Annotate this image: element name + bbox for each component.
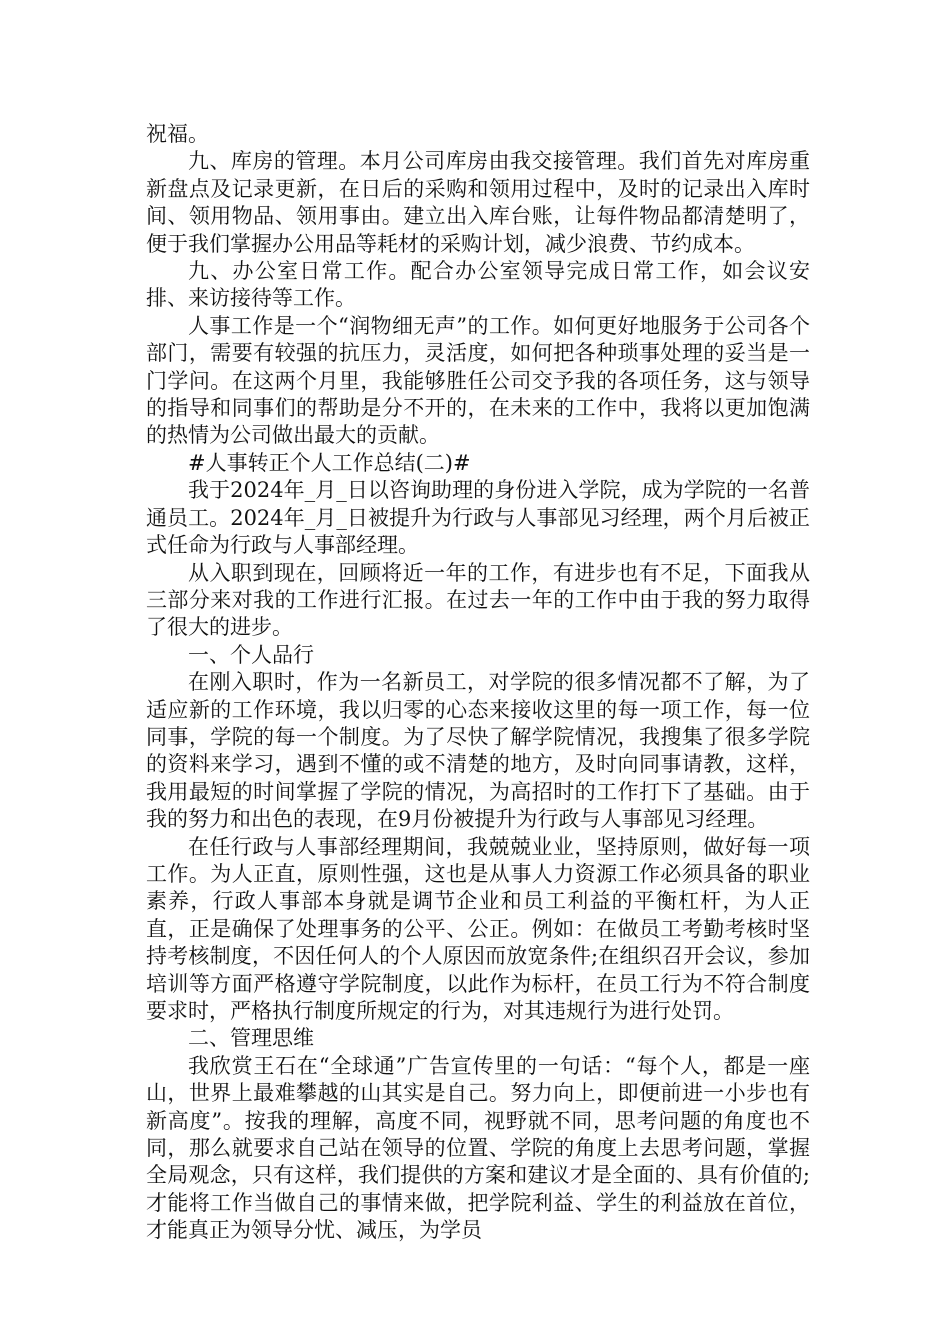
heading-management-thinking: 二、管理思维	[188, 1026, 314, 1051]
paragraph-review-intro: 从入职到现在，回顾将近一年的工作，有进步也有不足，下面我从三部分来对我的工作进行汇报。在过去一年的工作中由于我的努力取得了很大的进步。	[146, 560, 810, 640]
section-title-hr-summary-two: #人事转正个人工作总结(二)#	[188, 450, 471, 475]
paragraph-new-employee: 在刚入职时，作为一名新员工，对学院的很多情况都不了解，为了适应新的工作环境，我以归零的心态来接收这里的每一项工作，每一位同事，学院的每一个制度。为了尽快了解学院情况，我搜集了很多学院的资料来学习，遇到不懂的或不清楚的地方，及时向同事请教，这样，我用最短的时间掌握了学院的情况，为高招时的工作打下了基础。由于我的努力和出色的表现，在9月份被提升为行政与人事部见习经理。	[146, 670, 810, 832]
paragraph-warehouse-management: 九、库房的管理。本月公司库房由我交接管理。我们首先对库房重新盘点及记录更新，在日后的采购和领用过程中，及时的记录出入库时间、领用物品、领用事由。建立出入库台账，让每件物品都清楚明了，便于我们掌握办公用品等耗材的采购计划，减少浪费、节约成本。	[146, 149, 810, 256]
paragraph-office-daily-work: 九、办公室日常工作。配合办公室领导完成日常工作，如会议安排、来访接待等工作。	[146, 259, 810, 311]
paragraph-manager-period: 在任行政与人事部经理期间，我兢兢业业，坚持原则，做好每一项工作。为人正直，原则性强，这也是从事人力资源工作必须具备的职业素养，行政人事部本身就是调节企业和员工利益的平衡杠杆，为人正直，正是确保了处理事务的公平、公正。例如：在做员工考勤考核时坚持考核制度，不因任何人的个人原因而放宽条件;在组织召开会议，参加培训等方面严格遵守学院制度，以此作为标杆，在员工行为不符合制度要求时，严格执行制度所规定的行为，对其违规行为进行处罚。	[146, 834, 810, 1023]
paragraph-closing-word: 祝福。	[146, 122, 209, 146]
paragraph-wang-shi-quote: 我欣赏王石在“全球通”广告宣传里的一句话：“每个人，都是一座山，世界上最难攀越的山其实是自己。努力向上，即便前进一小步也有新高度”。按我的理解，高度不同，视野就不同，思考问题的角度也不同，那么就要求自己站在领导的位置、学院的角度上去思考问题，掌握全局观念，只有这样，我们提供的方案和建议才是全面的、具有价值的;才能将工作当做自己的事情来做，把学院利益、学生的利益放在首位，才能真正为领导分忧、减压，为学员	[146, 1053, 810, 1243]
document-page	[146, 121, 810, 1245]
paragraph-joining-info: 我于2024年_月_日以咨询助理的身份进入学院，成为学院的一名普通员工。2024年_月_日被提升为行政与人事部见习经理，两个月后被正式任命为行政与人事部经理。	[146, 478, 810, 558]
heading-personal-conduct: 一、个人品行	[188, 642, 314, 667]
paragraph-hr-work-summary: 人事工作是一个“润物细无声”的工作。如何更好地服务于公司各个部门，需要有较强的抗压力，灵活度，如何把各种琐事处理的妥当是一门学问。在这两个月里，我能够胜任公司交予我的各项任务，这与领导的指导和同事们的帮助是分不开的，在未来的工作中，我将以更加饱满的热情为公司做出最大的贡献。	[146, 313, 810, 448]
